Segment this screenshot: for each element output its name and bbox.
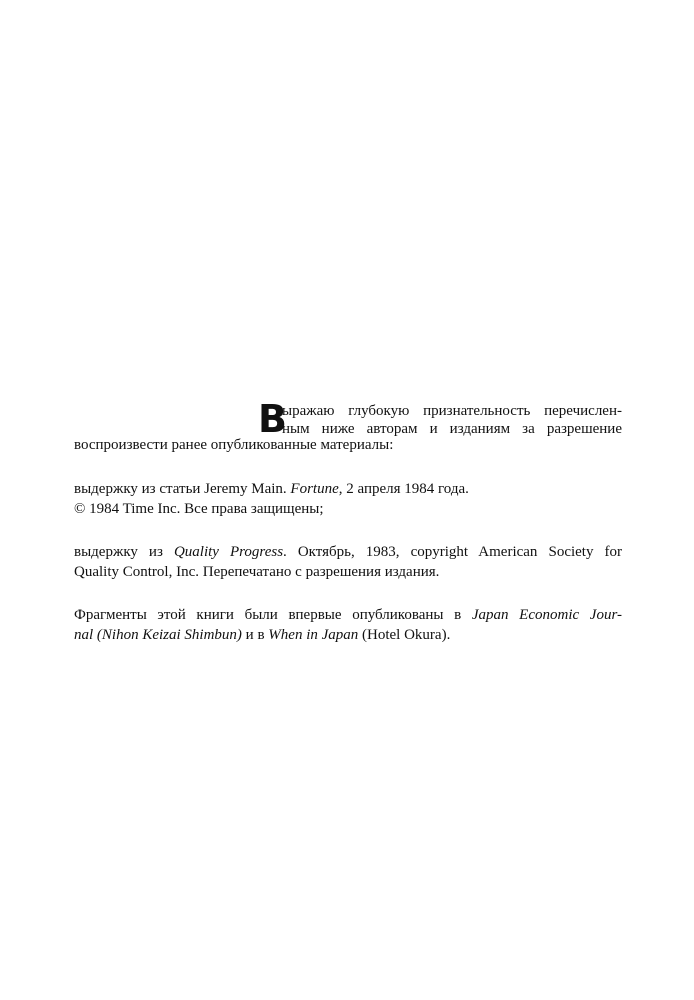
first-publication-note	[74, 606, 622, 645]
acknowledgements-text	[74, 398, 622, 645]
item-qp-line-1	[74, 543, 622, 563]
intro-paragraph	[74, 398, 622, 456]
item-quality-progress	[74, 543, 622, 582]
item-fortune-line-1	[74, 480, 622, 500]
note-line-1	[74, 606, 622, 626]
note-text-3: (Hotel Okura).	[358, 626, 451, 643]
intro-line-2: ным ниже авторам и изданиям за разрешение	[282, 421, 622, 437]
drop-cap-letter: В	[258, 397, 287, 441]
journal-title-part-1: Japan Economic Jour-	[471, 607, 622, 623]
item-fortune-text-1: выдержку из статьи Jeremy Main.	[74, 481, 291, 497]
quality-progress-title: Quality Progress	[173, 544, 284, 560]
item-qp-text-1: выдержку из	[74, 544, 174, 560]
note-text-2: и в	[241, 626, 269, 643]
item-fortune	[74, 480, 622, 519]
item-fortune-text-2: , 2 апреля 1984 года.	[338, 481, 469, 497]
journal-title-part-2: nal (Nihon Keizai Shimbun)	[74, 626, 242, 643]
note-text-1: Фрагменты этой книги были впервые опубликованы в	[74, 607, 472, 623]
item-fortune-line-2: © 1984 Time Inc. Все права защищены;	[74, 500, 324, 517]
fortune-title: Fortune	[290, 481, 339, 497]
item-qp-text-2: . Октябрь, 1983, copyright American Society for	[283, 544, 622, 560]
magazine-title: When in Japan	[268, 626, 359, 643]
intro-line-1: ыражаю глубокую признательность перечислен-	[282, 403, 622, 419]
item-qp-line-2: Quality Control, Inc. Перепечатано с разрешения издания.	[74, 563, 440, 580]
note-line-2	[74, 626, 622, 646]
intro-line-3: воспроизвести ранее опубликованные материалы:	[74, 437, 394, 453]
